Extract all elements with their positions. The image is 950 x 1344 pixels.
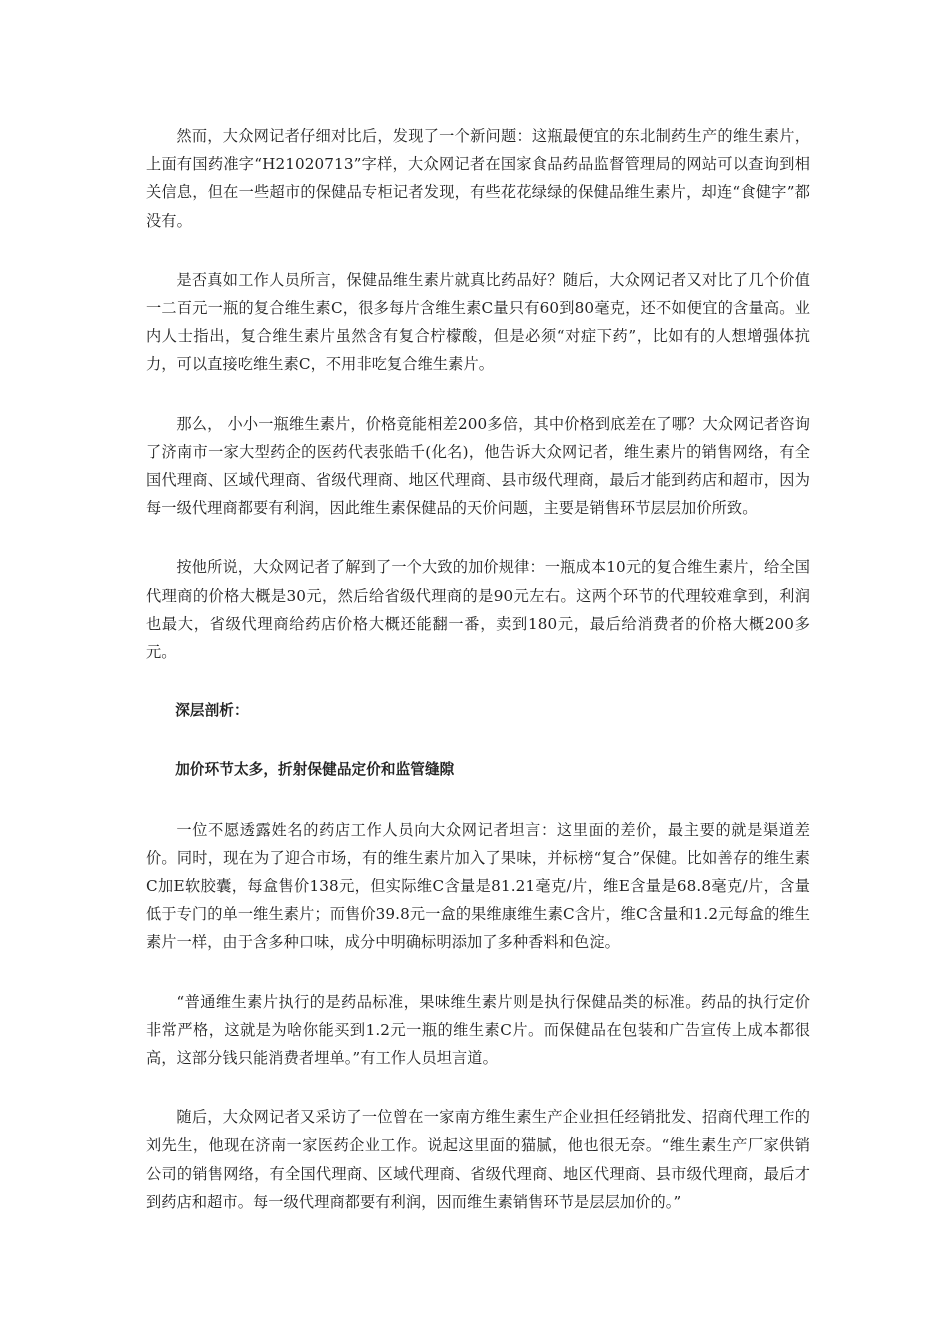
paragraph-6: “普通维生素片执行的是药品标准，果味维生素片则是执行保健品类的标准。药品的执行定价非常严格，这就是为啥你能买到1.2元一瓶的维生素C片。而保健品在包装和广告宣传上成本都很高，这部分钱只能消费者埋单。”有工作人员坦言道。 bbox=[146, 992, 810, 1068]
section-subheading: 加价环节太多，折射保健品定价和监管缝隙 bbox=[175, 761, 455, 779]
paragraph-7: 随后，大众网记者又采访了一位曾在一家南方维生素生产企业担任经销批发、招商代理工作的刘先生，他现在济南一家医药企业工作。说起这里面的猫腻，他也很无奈。“维生素生产厂家供销公司的销售网络，有全国代理商、区域代理商、省级代理商、地区代理商、县市级代理商，最后才到药店和超市。每一级代理商都要有利润，因而维生素销售环节是层层加价的。” bbox=[146, 1108, 810, 1211]
section-heading: 深层剖析： bbox=[175, 702, 249, 720]
paragraph-2: 是否真如工作人员所言，保健品维生素片就真比药品好？随后，大众网记者又对比了几个价值一二百元一瓶的复合维生素C，很多每片含维生素C量只有60到80毫克，还不如便宜的含量高。业内人士指出，复合维生素片虽然含有复合柠檬酸，但是必须“对症下药”，比如有的人想增强体抗力，可以直接吃维生素C，不用非吃复合维生素片。 bbox=[146, 270, 810, 374]
paragraph-1: 然而，大众网记者仔细对比后，发现了一个新问题：这瓶最便宜的东北制药生产的维生素片，上面有国药准字“H21020713”字样，大众网记者在国家食品药品监督管理局的网站可以查询到相关信息，但在一些超市的保健品专柜记者发现，有些花花绿绿的保健品维生素片，却连“食健字”都没有。 bbox=[146, 127, 810, 230]
article-body bbox=[146, 122, 810, 1247]
paragraph-3: 那么， 小小一瓶维生素片，价格竟能相差200多倍，其中价格到底差在了哪？大众网记者咨询了济南市一家大型药企的医药代表张皓千(化名)，他告诉大众网记者，维生素片的销售网络，有全国代理商、区域代理商、省级代理商、地区代理商、县市级代理商，最后才能到药店和超市，因为每一级代理商都要有利润，因此维生素保健品的天价问题，主要是销售环节层层加价所致。 bbox=[146, 414, 810, 518]
paragraph-4: 按他所说，大众网记者了解到了一个大致的加价规律：一瓶成本10元的复合维生素片，给全国代理商的价格大概是30元，然后给省级代理商的是90元左右。这两个环节的代理较难拿到，利润也最大，省级代理商给药店价格大概还能翻一番，卖到180元，最后给消费者的价格大概200多元。 bbox=[146, 558, 810, 662]
paragraph-5: 一位不愿透露姓名的药店工作人员向大众网记者坦言：这里面的差价，最主要的就是渠道差价。同时，现在为了迎合市场，有的维生素片加入了果味，并标榜“复合”保健。比如善存的维生素C加E软胶囊，每盒售价138元，但实际维C含量是81.21毫克/片，维E含量是68.8毫克/片，含量低于专门的单一维生素片；而售价39.8元一盒的果维康维生素C含片，维C含量和1.2元每盒的维生素片一样，由于含多种口味，成分中明确标明添加了多种香料和色淀。 bbox=[146, 820, 810, 952]
